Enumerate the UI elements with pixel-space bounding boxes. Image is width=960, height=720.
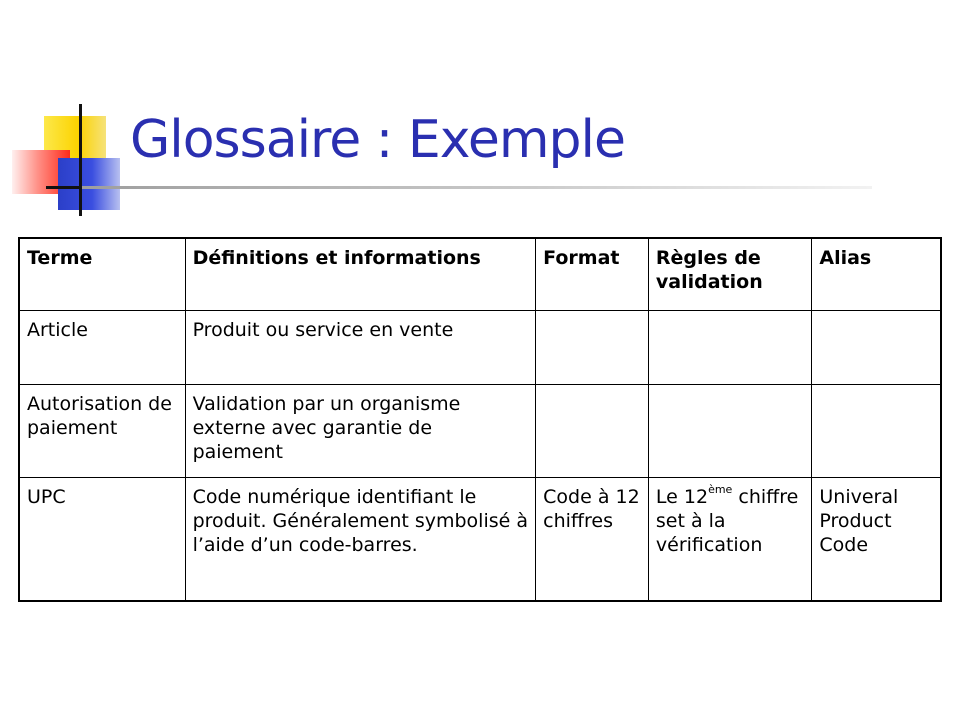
cell-regles <box>648 477 811 601</box>
cell-alias <box>812 384 941 477</box>
cell-definition: Validation par un organisme externe avec garantie de paiement <box>185 384 536 477</box>
glossary-table <box>18 237 942 602</box>
table-header-row <box>19 238 941 310</box>
cell-regles <box>648 384 811 477</box>
cell-alias <box>812 310 941 384</box>
cell-alias: Univeral Product Code <box>812 477 941 601</box>
cell-definition: Produit ou service en vente <box>185 310 536 384</box>
title-underline <box>82 186 872 189</box>
cell-regles <box>648 310 811 384</box>
cell-definition: Code numérique identifiant le produit. Généralement symbolisé à l’aide d’un code-barres. <box>185 477 536 601</box>
header-definitions: Définitions et informations <box>185 238 536 310</box>
cell-format <box>536 384 649 477</box>
regles-superscript: ème <box>708 483 733 497</box>
slide-title: Glossaire : Exemple <box>130 110 625 170</box>
cell-format: Code à 12 chiffres <box>536 477 649 601</box>
table-row <box>19 310 941 384</box>
header-format: Format <box>536 238 649 310</box>
cell-terme: Article <box>19 310 185 384</box>
header-regles: Règles de validation <box>648 238 811 310</box>
header-terme: Terme <box>19 238 185 310</box>
cell-terme: Autorisation de paiement <box>19 384 185 477</box>
cell-format <box>536 310 649 384</box>
logo-blue-square <box>58 158 120 210</box>
header-alias: Alias <box>812 238 941 310</box>
logo-vertical-line <box>79 104 82 216</box>
regles-prefix: Le 12 <box>655 485 709 508</box>
table-row <box>19 477 941 601</box>
table-row <box>19 384 941 477</box>
cell-terme: UPC <box>19 477 185 601</box>
regles-suffix: chiffre set à la vérification <box>655 485 799 556</box>
